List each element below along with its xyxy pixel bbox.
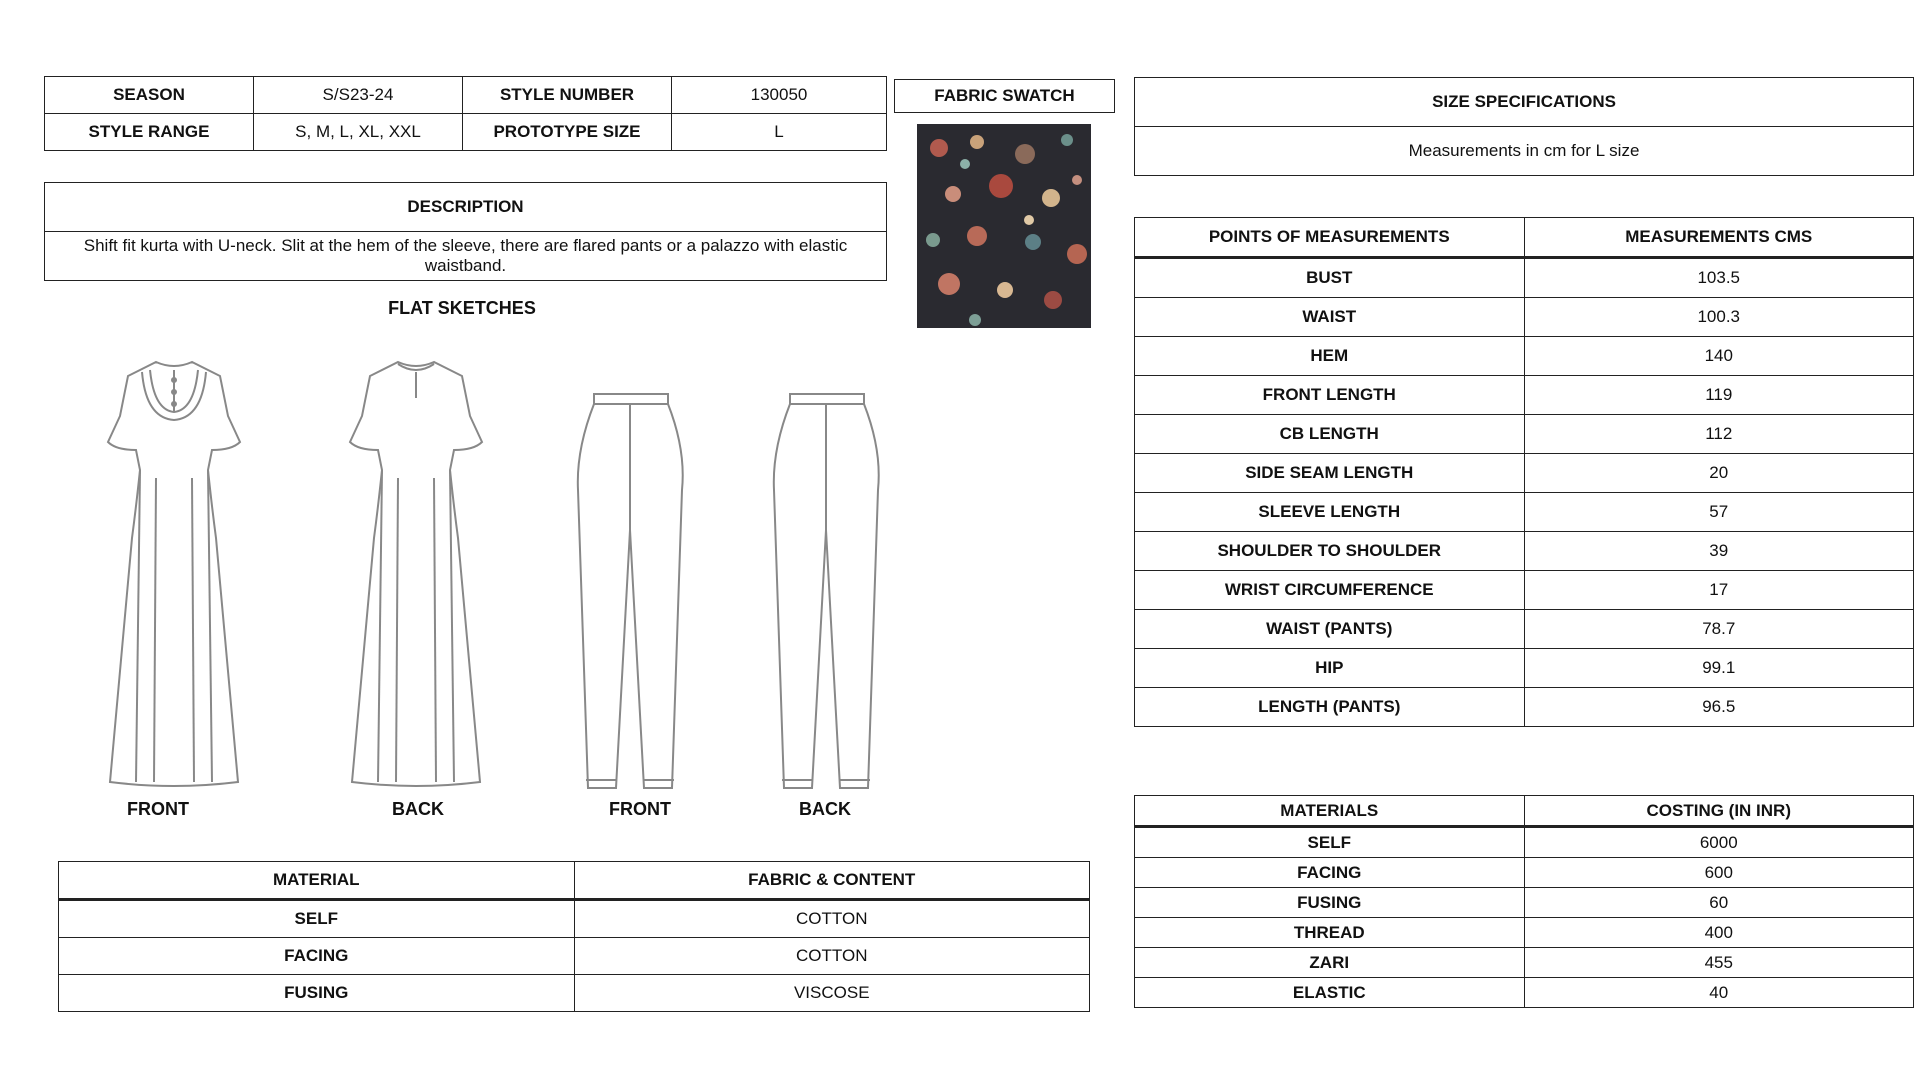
table-row	[1135, 415, 1914, 454]
prototype-size-value: L	[672, 114, 887, 151]
dart-line	[208, 470, 212, 782]
style-info-table	[44, 76, 887, 151]
table-row	[1135, 532, 1914, 571]
pom-value: 17	[1524, 571, 1914, 610]
style-range-label: STYLE RANGE	[45, 114, 254, 151]
costing-table	[1134, 795, 1914, 1008]
pom-value: 103.5	[1524, 258, 1914, 298]
table-row	[1135, 918, 1914, 948]
table-row	[1135, 610, 1914, 649]
seam-line	[396, 478, 398, 782]
material-header: MATERIAL	[59, 862, 575, 900]
fabric-swatch-title: FABRIC SWATCH	[894, 79, 1115, 113]
pom-value: 39	[1524, 532, 1914, 571]
seam-line	[154, 478, 156, 782]
material-name: FACING	[59, 938, 575, 975]
table-row	[1135, 571, 1914, 610]
table-row	[1135, 337, 1914, 376]
pants-front-sketch	[572, 390, 690, 794]
pom-value: 78.7	[1524, 610, 1914, 649]
table-row	[1135, 978, 1914, 1008]
table-row	[1135, 493, 1914, 532]
pom-name: LENGTH (PANTS)	[1135, 688, 1525, 727]
cost-value: 600	[1524, 858, 1914, 888]
cost-value: 60	[1524, 888, 1914, 918]
pants-back-waistband	[790, 394, 864, 404]
kurta-front-outline	[108, 362, 240, 786]
table-row	[1135, 298, 1914, 337]
table-header-row	[59, 862, 1090, 900]
table-row	[1135, 376, 1914, 415]
table-row	[1135, 78, 1914, 127]
pom-value: 20	[1524, 454, 1914, 493]
seam-line	[192, 478, 194, 782]
pants-back-sketch	[768, 390, 886, 794]
fabric-content: COTTON	[574, 900, 1090, 938]
material-name: FUSING	[59, 975, 575, 1012]
table-row	[45, 77, 887, 114]
pom-name: SIDE SEAM LENGTH	[1135, 454, 1525, 493]
material-name: SELF	[59, 900, 575, 938]
cost-value: 6000	[1524, 827, 1914, 858]
cost-material: FACING	[1135, 858, 1525, 888]
pom-name: FRONT LENGTH	[1135, 376, 1525, 415]
dart-line	[378, 470, 382, 782]
season-label: SEASON	[45, 77, 254, 114]
fabric-content: VISCOSE	[574, 975, 1090, 1012]
costing-header-materials: MATERIALS	[1135, 796, 1525, 827]
cost-material: ELASTIC	[1135, 978, 1525, 1008]
sketch-label-kurta-back: BACK	[392, 799, 444, 819]
pom-value: 119	[1524, 376, 1914, 415]
fabric-swatch-image	[917, 124, 1091, 328]
fabric-content: COTTON	[574, 938, 1090, 975]
table-row	[59, 938, 1090, 975]
table-row	[1135, 858, 1914, 888]
table-row	[45, 232, 887, 281]
cost-value: 400	[1524, 918, 1914, 948]
measurements-header-points: POINTS OF MEASUREMENTS	[1135, 218, 1525, 258]
cost-material: SELF	[1135, 827, 1525, 858]
dart-line	[136, 470, 140, 782]
prototype-size-label: PROTOTYPE SIZE	[463, 114, 672, 151]
table-row	[45, 114, 887, 151]
sketch-label-kurta-front: FRONT	[127, 799, 189, 819]
table-header-row	[1135, 796, 1914, 827]
pom-name: SLEEVE LENGTH	[1135, 493, 1525, 532]
pom-value: 140	[1524, 337, 1914, 376]
pom-name: CB LENGTH	[1135, 415, 1525, 454]
description-title: DESCRIPTION	[45, 183, 887, 232]
style-number-label: STYLE NUMBER	[463, 77, 672, 114]
size-spec-subtitle: Measurements in cm for L size	[1135, 127, 1914, 176]
cost-value: 40	[1524, 978, 1914, 1008]
flat-sketches-title: FLAT SKETCHES	[388, 298, 536, 318]
pom-value: 99.1	[1524, 649, 1914, 688]
pom-name: HEM	[1135, 337, 1525, 376]
description-text: Shift fit kurta with U-neck. Slit at the hem of the sleeve, there are flared pants or a palazzo with elastic waistband.	[45, 232, 887, 281]
cost-material: FUSING	[1135, 888, 1525, 918]
style-number-value: 130050	[672, 77, 887, 114]
table-row	[1135, 127, 1914, 176]
pom-name: HIP	[1135, 649, 1525, 688]
table-row	[1135, 888, 1914, 918]
kurta-front-sketch	[100, 358, 248, 794]
sketch-label-pants-back: BACK	[799, 799, 851, 819]
description-table	[44, 182, 887, 281]
sketch-label-pants-front: FRONT	[609, 799, 671, 819]
table-row	[1135, 948, 1914, 978]
pom-name: BUST	[1135, 258, 1525, 298]
table-row	[59, 975, 1090, 1012]
pom-name: SHOULDER TO SHOULDER	[1135, 532, 1525, 571]
table-row	[1135, 454, 1914, 493]
pom-value: 57	[1524, 493, 1914, 532]
table-row	[1135, 258, 1914, 298]
dart-line	[450, 470, 454, 782]
kurta-back-sketch	[342, 358, 490, 794]
cost-material: ZARI	[1135, 948, 1525, 978]
material-table	[58, 861, 1090, 1012]
seam-line	[434, 478, 436, 782]
pom-name: WAIST	[1135, 298, 1525, 337]
table-row	[45, 183, 887, 232]
measurements-header-cms: MEASUREMENTS CMS	[1524, 218, 1914, 258]
pants-front-waistband	[594, 394, 668, 404]
costing-header-inr: COSTING (IN INR)	[1524, 796, 1914, 827]
style-range-value: S, M, L, XL, XXL	[254, 114, 463, 151]
season-value: S/S23-24	[254, 77, 463, 114]
table-header-row	[1135, 218, 1914, 258]
pom-name: WAIST (PANTS)	[1135, 610, 1525, 649]
table-row	[1135, 827, 1914, 858]
pom-name: WRIST CIRCUMFERENCE	[1135, 571, 1525, 610]
pom-value: 100.3	[1524, 298, 1914, 337]
size-specifications-box	[1134, 77, 1914, 176]
pom-value: 112	[1524, 415, 1914, 454]
table-row	[1135, 688, 1914, 727]
pom-value: 96.5	[1524, 688, 1914, 727]
size-spec-title: SIZE SPECIFICATIONS	[1135, 78, 1914, 127]
fabric-content-header: FABRIC & CONTENT	[574, 862, 1090, 900]
table-row	[1135, 649, 1914, 688]
cost-material: THREAD	[1135, 918, 1525, 948]
table-row	[59, 900, 1090, 938]
kurta-back-outline	[350, 362, 482, 786]
measurements-table	[1134, 217, 1914, 727]
cost-value: 455	[1524, 948, 1914, 978]
